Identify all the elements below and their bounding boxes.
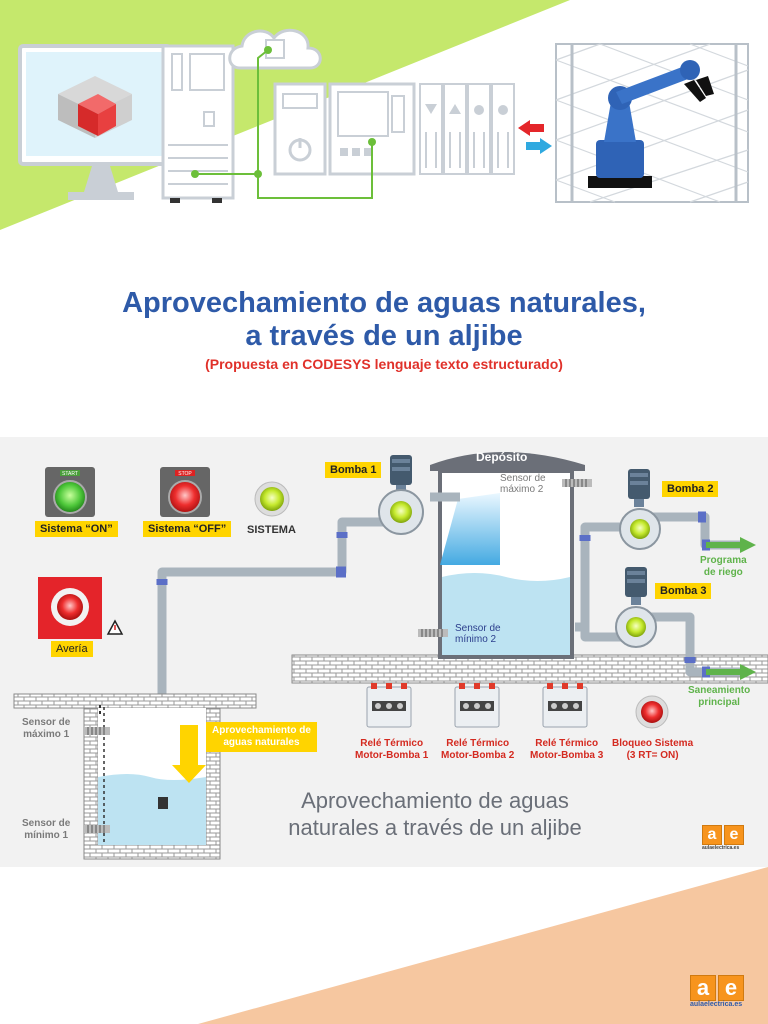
tank-sensor-min-label bbox=[455, 623, 501, 645]
thermal-relay-1 bbox=[367, 683, 411, 727]
logo-small bbox=[702, 825, 746, 851]
motor-icon bbox=[628, 469, 650, 507]
natural-water-callout-line-2: aguas naturales bbox=[223, 737, 300, 748]
logo-e: e bbox=[718, 975, 744, 1001]
tank-sensor-min-line-1: Sensor de bbox=[455, 623, 501, 634]
irrigation-output-label bbox=[700, 555, 747, 579]
system-lock-line-1: Bloqueo Sistema bbox=[612, 738, 694, 749]
computer-tower-icon bbox=[163, 46, 233, 203]
cistern-sensor-max-icon bbox=[84, 727, 110, 735]
cistern-sensor-max-label bbox=[22, 717, 70, 741]
fault-label: Avería bbox=[51, 641, 93, 657]
pump-2 bbox=[620, 469, 660, 549]
system-lock-line-2: (3 RT= ON) bbox=[626, 750, 679, 761]
system-on-label: Sistema “ON” bbox=[35, 521, 118, 537]
relay-2-line-2: Motor-Bomba 2 bbox=[441, 750, 515, 761]
tank-title: Depósito bbox=[476, 450, 528, 464]
motor-icon bbox=[625, 567, 647, 605]
irrigation-line-2: de riego bbox=[703, 567, 743, 578]
panel-title bbox=[240, 787, 630, 841]
page-subtitle: (Propuesta en CODESYS lenguaje texto estructurado) bbox=[205, 356, 563, 372]
plc-controller-icon bbox=[275, 84, 514, 174]
tank-sensor-min-icon bbox=[418, 629, 448, 637]
tank-sensor-max-line-1: Sensor de bbox=[500, 473, 546, 484]
relay-3-label bbox=[530, 738, 603, 762]
relay-1-line-2: Motor-Bomba 1 bbox=[355, 750, 429, 761]
page-title-line-2: a través de un aljibe bbox=[245, 320, 523, 352]
sanitation-line-1: Saneamiento bbox=[688, 685, 751, 696]
system-lock-label bbox=[612, 738, 693, 762]
cistern-sensor-min-line-1: Sensor de bbox=[22, 818, 71, 829]
sanitation-line-2: principal bbox=[698, 697, 740, 708]
tank-sensor-min-line-2: mínimo 2 bbox=[455, 634, 497, 645]
pump-2-label: Bomba 2 bbox=[662, 481, 718, 497]
tank-sensor-max-line-2: máximo 2 bbox=[500, 484, 544, 495]
tank-sensor-max-icon bbox=[562, 479, 592, 487]
bottom-decoration bbox=[0, 867, 768, 1024]
irrigation-line-1: Programa bbox=[700, 555, 747, 566]
system-off-label: Sistema “OFF” bbox=[143, 521, 231, 537]
relay-3-line-1: Relé Térmico bbox=[535, 738, 599, 749]
stop-button-text: STOP bbox=[178, 471, 192, 477]
sanitation-output-label bbox=[688, 685, 750, 709]
thermal-relay-2 bbox=[455, 683, 499, 727]
panel-title-line-1: Aprovechamiento de aguas bbox=[301, 788, 569, 813]
natural-water-callout-line-1: Aprovechamiento de bbox=[212, 725, 311, 736]
relay-2-line-1: Relé Térmico bbox=[446, 738, 510, 749]
logo bbox=[690, 975, 746, 1008]
automation-illustration bbox=[0, 0, 768, 230]
page-title-line-1: Aprovechamiento de aguas naturales, bbox=[122, 287, 646, 319]
cistern-sensor-max-line-1: Sensor de bbox=[22, 717, 71, 728]
warning-icon bbox=[108, 621, 122, 634]
relay-1-label bbox=[355, 738, 428, 762]
cistern-sensor-max-line-2: máximo 1 bbox=[23, 729, 70, 740]
fault-indicator bbox=[38, 577, 102, 639]
relay-2-label bbox=[441, 738, 514, 762]
cistern-sensor-min-label bbox=[22, 818, 70, 842]
robot-arm-icon bbox=[556, 44, 748, 202]
panel-title-line-2: naturales a través de un aljibe bbox=[288, 815, 582, 840]
natural-water-callout bbox=[206, 722, 317, 752]
page-title bbox=[0, 287, 768, 353]
stop-button[interactable] bbox=[160, 467, 210, 517]
cistern-sensor-min-icon bbox=[84, 825, 110, 833]
cistern-sensor-min-line-2: mínimo 1 bbox=[24, 830, 69, 841]
relay-1-line-1: Relé Térmico bbox=[360, 738, 424, 749]
relay-3-line-2: Motor-Bomba 3 bbox=[530, 750, 604, 761]
pump-3-label: Bomba 3 bbox=[655, 583, 711, 599]
logo-small-a: a bbox=[702, 825, 722, 845]
system-lamp bbox=[255, 482, 289, 516]
logo-small-url: aulaelectrica.es bbox=[702, 845, 740, 851]
logo-url: aulaelectrica.es bbox=[690, 1001, 743, 1008]
start-button[interactable] bbox=[45, 467, 95, 517]
pump-3 bbox=[616, 567, 656, 647]
process-diagram-panel bbox=[0, 437, 768, 867]
system-lock-lamp bbox=[636, 696, 668, 728]
tank-sensor-max-label bbox=[500, 473, 546, 495]
system-label: SISTEMA bbox=[247, 524, 296, 536]
logo-small-e: e bbox=[724, 825, 744, 845]
start-button-text: START bbox=[62, 471, 78, 477]
pump-1-label: Bomba 1 bbox=[325, 462, 381, 478]
pump-1 bbox=[379, 455, 423, 534]
motor-icon bbox=[390, 455, 412, 493]
logo-a: a bbox=[690, 975, 716, 1001]
thermal-relay-3 bbox=[543, 683, 587, 727]
